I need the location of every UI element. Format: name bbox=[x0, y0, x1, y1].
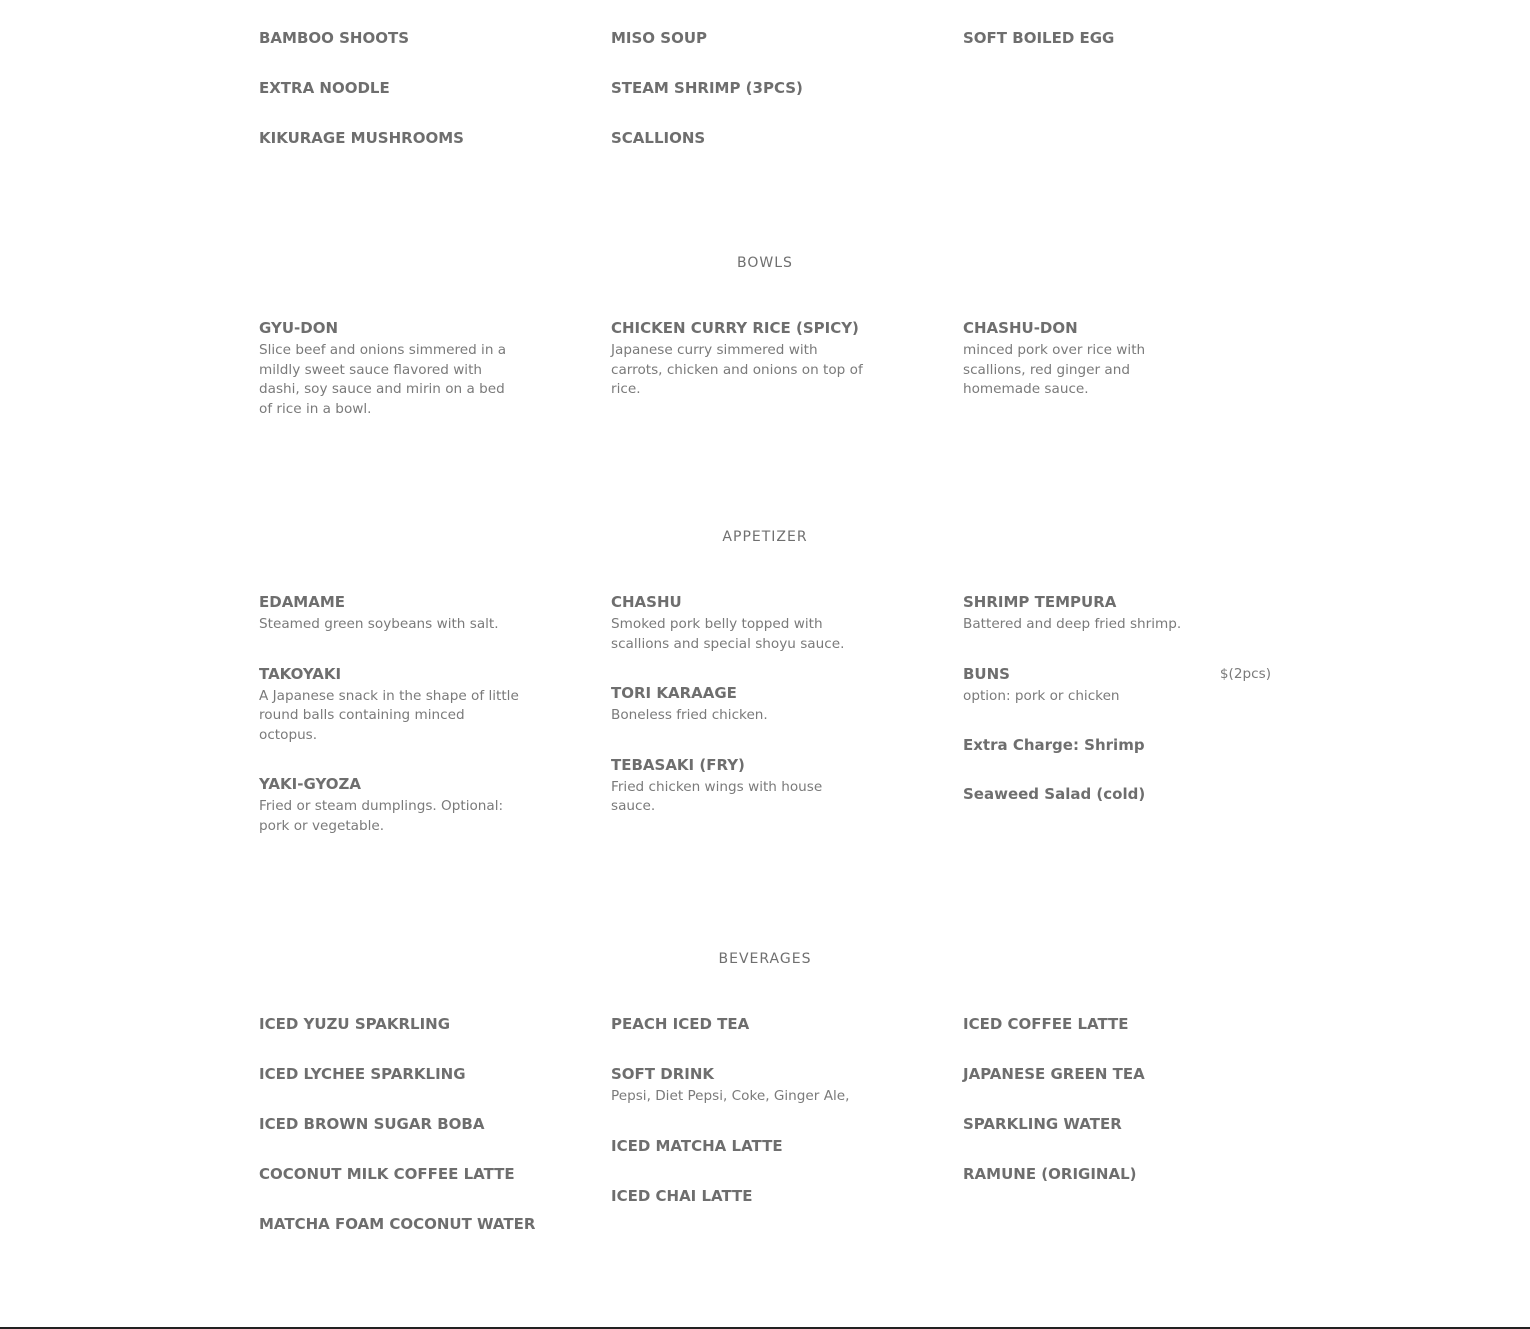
menu-item-name: BUNS bbox=[963, 664, 1010, 683]
menu-item-description: minced pork over rice with scallions, red ginger and homemade sauce. bbox=[963, 342, 1146, 397]
menu-item-description: Japanese curry simmered with carrots, chicken and onions on top of rice. bbox=[611, 342, 863, 397]
menu-item-name: CHASHU bbox=[611, 593, 682, 611]
menu-item bbox=[963, 1013, 1271, 1035]
menu-item bbox=[611, 591, 921, 654]
menu-item-name: COCONUT MILK COFFEE LATTE bbox=[259, 1165, 515, 1183]
menu-item-name: ICED LYCHEE SPARKLING bbox=[259, 1065, 466, 1083]
menu-item bbox=[611, 1013, 921, 1035]
section-title-appetizer: APPETIZER bbox=[722, 529, 808, 545]
menu-item bbox=[963, 591, 1271, 635]
menu-item-name: SCALLIONS bbox=[611, 129, 706, 147]
menu-item-name: MATCHA FOAM COCONUT WATER bbox=[259, 1215, 536, 1233]
appetizer-col-3 bbox=[963, 591, 1271, 833]
menu-item bbox=[963, 734, 1271, 756]
menu-item bbox=[963, 1163, 1271, 1185]
menu-item-name: EDAMAME bbox=[259, 593, 346, 611]
menu-item bbox=[611, 127, 921, 149]
menu-item-name: KIKURAGE MUSHROOMS bbox=[259, 129, 464, 147]
menu-item bbox=[963, 1063, 1271, 1085]
beverages-col-1 bbox=[259, 1013, 569, 1263]
menu-item-name: ICED CHAI LATTE bbox=[611, 1186, 753, 1205]
menu-item bbox=[611, 1063, 921, 1107]
bowls-col-2 bbox=[611, 317, 921, 428]
menu-item-name: CHICKEN CURRY RICE (SPICY) bbox=[611, 319, 859, 337]
menu-item bbox=[259, 773, 569, 836]
menu-item-name: STEAM SHRIMP (3PCS) bbox=[611, 79, 803, 97]
menu-item-name: ICED YUZU SPAKRLING bbox=[259, 1015, 451, 1033]
menu-item bbox=[259, 77, 569, 99]
menu-item-name: CHASHU-DON bbox=[963, 319, 1078, 337]
menu-item-description: option: pork or chicken bbox=[963, 687, 1120, 704]
menu-item-description: Fried chicken wings with house sauce. bbox=[611, 778, 823, 814]
menu-item-name: ICED COFFEE LATTE bbox=[963, 1015, 1129, 1033]
sides-col-1 bbox=[259, 27, 569, 177]
sides-col-3 bbox=[963, 27, 1271, 77]
menu-item bbox=[611, 27, 921, 49]
menu-item-description: Slice beef and onions simmered in a mildly sweet sauce flavored with dashi, soy sauce and mirin on a bed of rice in a bowl. bbox=[259, 342, 507, 417]
menu-item-name: JAPANESE GREEN TEA bbox=[963, 1065, 1145, 1083]
menu-item bbox=[611, 77, 921, 99]
menu-item bbox=[611, 1135, 921, 1157]
menu-item-name: GYU-DON bbox=[259, 319, 339, 337]
menu-item bbox=[259, 1013, 569, 1035]
menu-item bbox=[963, 1113, 1271, 1135]
menu-item-name: TEBASAKI (FRY) bbox=[611, 755, 745, 774]
menu-item bbox=[611, 1185, 921, 1207]
menu-item-description: Boneless fried chicken. bbox=[611, 707, 768, 723]
menu-item-name: RAMUNE (ORIGINAL) bbox=[963, 1165, 1137, 1183]
menu-item-description: Fried or steam dumplings. Optional: pork or vegetable. bbox=[259, 798, 504, 834]
menu-item bbox=[259, 1213, 569, 1235]
menu-item-name: SOFT BOILED EGG bbox=[963, 29, 1115, 47]
menu-item-name: Seaweed Salad (cold) bbox=[963, 785, 1146, 803]
menu-item-description: Battered and deep fried shrimp. bbox=[963, 616, 1182, 632]
menu-item-name: TAKOYAKI bbox=[259, 664, 342, 683]
menu-item bbox=[259, 1163, 569, 1185]
menu-item bbox=[963, 27, 1271, 49]
bowls-col-3 bbox=[963, 317, 1271, 428]
menu-item bbox=[611, 754, 921, 817]
menu-item-name: ICED MATCHA LATTE bbox=[611, 1136, 783, 1155]
menu-item bbox=[259, 317, 569, 419]
menu-item-name: Extra Charge: Shrimp bbox=[963, 736, 1145, 754]
menu-item bbox=[963, 317, 1271, 400]
menu-item bbox=[963, 783, 1271, 805]
section-title-bowls: BOWLS bbox=[737, 255, 793, 271]
menu-item-name: SPARKLING WATER bbox=[963, 1115, 1122, 1133]
beverages-col-3 bbox=[963, 1013, 1271, 1213]
menu-item bbox=[259, 27, 569, 49]
appetizer-col-1 bbox=[259, 591, 569, 864]
menu-item-description: Steamed green soybeans with salt. bbox=[259, 616, 499, 632]
menu-item bbox=[963, 663, 1271, 707]
menu-item-description: Smoked pork belly topped with scallions and special shoyu sauce. bbox=[611, 616, 845, 652]
menu-item-name: SOFT DRINK bbox=[611, 1065, 715, 1083]
menu-item bbox=[259, 663, 569, 746]
sides-col-2 bbox=[611, 27, 921, 177]
menu-item-price: $(2pcs) bbox=[1219, 665, 1271, 682]
menu-item-name: MISO SOUP bbox=[611, 29, 708, 47]
menu-item-description: A Japanese snack in the shape of little round balls containing minced octopus. bbox=[259, 687, 519, 743]
menu-item-name: ICED BROWN SUGAR BOBA bbox=[259, 1115, 485, 1133]
menu-item-name: PEACH ICED TEA bbox=[611, 1015, 750, 1033]
menu-item-name: YAKI-GYOZA bbox=[259, 775, 362, 793]
menu-item bbox=[259, 1063, 569, 1085]
menu-item-name: EXTRA NOODLE bbox=[259, 79, 390, 97]
menu-item-description: Pepsi, Diet Pepsi, Coke, Ginger Ale, bbox=[611, 1088, 850, 1104]
menu-item-name: BAMBOO SHOOTS bbox=[259, 29, 410, 47]
menu-item bbox=[259, 1113, 569, 1135]
menu-item bbox=[611, 682, 921, 726]
beverages-col-2 bbox=[611, 1013, 921, 1235]
bowls-col-1 bbox=[259, 317, 569, 447]
menu-item bbox=[259, 127, 569, 149]
menu-item-name: SHRIMP TEMPURA bbox=[963, 593, 1117, 611]
section-title-beverages: BEVERAGES bbox=[718, 951, 812, 967]
appetizer-col-2 bbox=[611, 591, 921, 845]
menu-item bbox=[611, 317, 921, 400]
menu-item-name: TORI KARAAGE bbox=[611, 684, 737, 702]
menu-item bbox=[259, 591, 569, 635]
